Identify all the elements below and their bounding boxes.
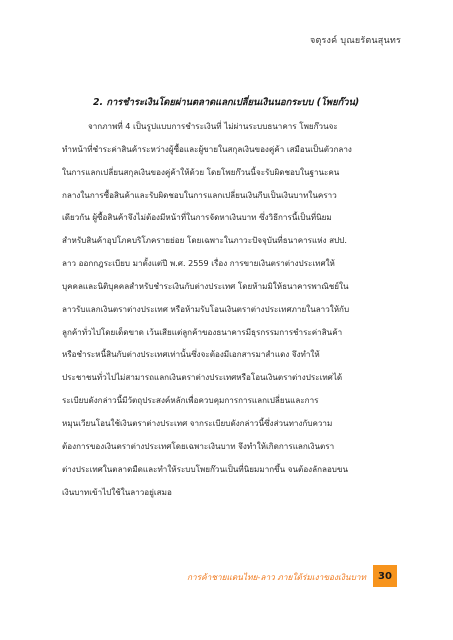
- body-line: ต้องการของเงินตราต่างประเทศโดยเฉพาะเงินบาท จึงทำให้เกิดการแลกเงินตรา: [62, 440, 335, 451]
- section-heading: 2. การชำระเงินโดยผ่านตลาดแลกเปลี่ยนเงินนอกระบบ (โพยก๊วน): [93, 97, 360, 108]
- footer-title: การค้าชายแดนไทย-ลาว ภายใต้ร่มเงาของเงินบาท: [186, 572, 366, 582]
- body-line: สำหรับสินค้าอุปโภคบริโภครายย่อย โดยเฉพาะในภาวะปัจจุบันที่ธนาคารแห่ง สปป.: [62, 235, 347, 246]
- body-line: ลาว ออกกฎระเบียบ มาตั้งแต่ปี พ.ศ. 2559 เรื่อง การขายเงินตราต่างประเทศให้: [62, 258, 335, 269]
- body-line: ลูกค้าทั่วไปโดยเด็ดขาด เว้นเสียแต่ลูกค้าของธนาคารมีธุรกรรมการชำระค่าสินค้า: [62, 326, 343, 337]
- body-line: บุคคลและนิติบุคคลสำหรับชำระเงินกับต่างประเทศ โดยห้ามมิให้ธนาคารพาณิชย์ใน: [62, 280, 349, 291]
- page-footer: [0, 565, 453, 587]
- body-line: หมุนเวียนโอนใช้เงินตราต่างประเทศ จากระเบียบดังกล่าวนี้ซึ่งส่วนทางกับความ: [62, 417, 333, 428]
- body-line: ในการแลกเปลี่ยนสกุลเงินของคู่ค้าให้ด้วย โดยโพยก๊วนนี้จะรับผิดชอบในฐานะคน: [62, 166, 340, 177]
- body-line: กลางในการซื้อสินค้าและรับผิดชอบในการแลกเปลี่ยนเงินกีบเป็นเงินบาทในคราว: [62, 189, 337, 200]
- body-line: หรือชำระหนี้สินกับต่างประเทศเท่านั้นซึ่งจะต้องมีเอกสารมาสำแดง จึงทำให้: [62, 349, 320, 360]
- header-author: จตุรงค์ บุณยรัตนสุนทร: [309, 36, 401, 46]
- body-line: ระเบียบดังกล่าวนี้มีวัตถุประสงค์หลักเพื่อควบคุมการการแลกเปลี่ยนและการ: [62, 395, 319, 406]
- body-text: [62, 115, 400, 503]
- body-line: เงินบาทเข้าไปใช้ในลาวอยู่เสมอ: [62, 486, 172, 497]
- body-line: ลาวรับแลกเงินตราต่างประเทศ หรือห้ามรับโอนเงินตราต่างประเทศภายในลาวให้กับ: [62, 303, 350, 314]
- body-line: เดียวกัน ผู้ซื้อสินค้าจึงไม่ต้องมีหน้าที่ในการจัดหาเงินบาท ซึ่งวิธีการนี้เป็นที่นิยม: [62, 212, 332, 223]
- page-number: 30: [373, 565, 397, 587]
- body-line: ประชาชนทั่วไปไม่สามารถแลกเงินตราต่างประเทศหรือโอนเงินตราต่างประเทศได้: [62, 372, 343, 383]
- body-line: จากภาพที่ 4 เป็นรูปแบบการชำระเงินที่ ไม่ผ่านระบบธนาคาร โพยก๊วนจะ: [88, 121, 338, 131]
- body-line: ต่างประเทศในตลาดมืดและทำให้ระบบโพยก๊วนเป็นที่นิยมมากขึ้น จนต้องลักลอบขน: [62, 463, 349, 474]
- body-line: ทำหน้าที่ชำระค่าสินค้าระหว่างผู้ซื้อและผู้ขายในสกุลเงินของคู่ค้า เสมือนเป็นตัวกลาง: [62, 143, 352, 154]
